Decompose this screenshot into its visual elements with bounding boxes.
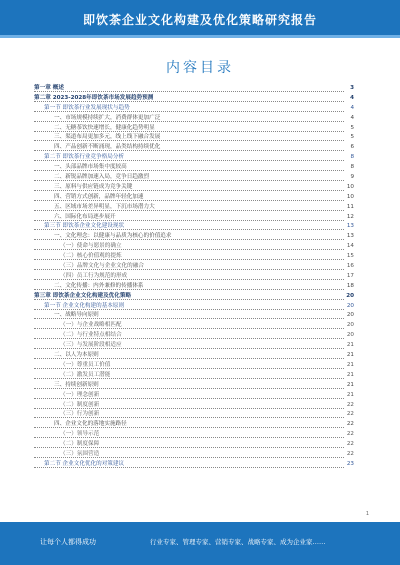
toc-entry-page: 23	[344, 460, 354, 470]
toc-entry-page: 5	[344, 133, 354, 143]
toc-entry[interactable]	[34, 420, 354, 430]
toc-entry[interactable]	[34, 213, 354, 223]
toc-entry-label: （一）领导示范	[60, 431, 100, 438]
dot-leader	[34, 269, 344, 270]
dot-leader	[34, 229, 344, 230]
toc-entry-page: 11	[344, 203, 354, 213]
dot-leader	[34, 140, 344, 141]
toc-entry-page: 3	[344, 84, 354, 94]
toc-entry-label: （四）员工行为规范的形成	[60, 272, 128, 279]
dot-leader	[34, 328, 344, 329]
dot-leader	[34, 447, 344, 448]
toc-entry[interactable]	[34, 153, 354, 163]
report-header	[0, 0, 400, 38]
header-stripe	[0, 35, 400, 38]
table-of-contents	[34, 84, 354, 470]
footer-slogan: 让每个人都得成功	[40, 538, 96, 546]
dot-leader	[34, 180, 344, 181]
dot-leader	[34, 101, 344, 102]
toc-entry-label: 第一节 即饮茶行业发展现状与趋势	[44, 104, 130, 111]
toc-entry[interactable]	[34, 84, 354, 94]
toc-entry[interactable]	[34, 173, 354, 183]
toc-entry[interactable]	[34, 262, 354, 272]
toc-entry-label: 二、无糖茶饮快速增长，健康化趋势明显	[54, 124, 155, 131]
toc-entry[interactable]	[34, 292, 354, 302]
dot-leader	[34, 338, 344, 339]
dot-leader	[34, 170, 344, 171]
dot-leader	[34, 457, 344, 458]
toc-entry[interactable]	[34, 460, 354, 470]
toc-title: 内容目录	[166, 60, 234, 76]
toc-entry-page: 20	[344, 311, 354, 321]
dot-leader	[34, 348, 344, 349]
toc-entry-label: （二）激发员工潜能	[60, 371, 111, 378]
toc-entry-label: 六、国际化布局逐步展开	[54, 213, 116, 220]
toc-entry[interactable]	[34, 252, 354, 262]
toc-entry-label: 第三节 即饮茶企业文化建设现状	[44, 223, 125, 230]
toc-entry-label: 一、头部品牌市场集中度较高	[54, 164, 127, 171]
toc-entry-label: 二、新锐品牌加速入局，竞争日趋激烈	[54, 174, 150, 181]
toc-entry-label: 四、企业文化的落地实施路径	[54, 421, 127, 428]
toc-entry-page: 20	[344, 331, 354, 341]
toc-entry[interactable]	[34, 94, 354, 104]
toc-entry[interactable]	[34, 143, 354, 153]
dot-leader	[34, 368, 344, 369]
toc-entry-page: 13	[344, 232, 354, 242]
toc-entry-page: 22	[344, 430, 354, 440]
toc-entry-label: （一）尊重员工价值	[60, 361, 111, 368]
toc-entry-label: 一、战略导向原则	[54, 312, 99, 319]
toc-entry-label: （二）制度创新	[60, 401, 100, 408]
toc-entry[interactable]	[34, 124, 354, 134]
toc-entry-page: 21	[344, 351, 354, 361]
toc-entry[interactable]	[34, 311, 354, 321]
toc-entry-page: 20	[344, 302, 354, 312]
toc-entry-label: （一）使命与愿景的确立	[60, 243, 122, 250]
dot-leader	[34, 358, 344, 359]
toc-entry-label: 第一节 企业文化构建的基本原则	[44, 302, 125, 309]
toc-entry-page: 8	[344, 163, 354, 173]
toc-entry-label: 二、以人为本原则	[54, 352, 99, 359]
toc-entry[interactable]	[34, 410, 354, 420]
toc-entry-label: （三）行为创新	[60, 411, 100, 418]
footer-tagline: 行业专家、管理专家、营销专家、战略专家、成为企业家……	[150, 538, 326, 546]
toc-entry-page: 14	[344, 242, 354, 252]
dot-leader	[34, 150, 344, 151]
toc-entry[interactable]	[34, 193, 354, 203]
toc-entry[interactable]	[34, 331, 354, 341]
toc-entry-label: 二、文化传播：内外兼修的传播体系	[54, 282, 144, 289]
toc-entry-label: 五、区域市场差异明显，下沉市场潜力大	[54, 203, 155, 210]
report-title: 即饮茶企业文化构建及优化策略研究报告	[82, 13, 317, 27]
toc-entry-label: 第二节 企业文化优化的对策建议	[44, 460, 125, 467]
toc-entry-label: 三、原料与供应链成为竞争关键	[54, 183, 133, 190]
toc-entry-page: 4	[344, 104, 354, 114]
dot-leader	[34, 318, 344, 319]
dot-leader	[34, 91, 344, 92]
dot-leader	[34, 239, 344, 240]
toc-entry-page: 20	[344, 292, 354, 302]
toc-entry-page: 6	[344, 143, 354, 153]
toc-entry[interactable]	[34, 242, 354, 252]
toc-entry-page: 22	[344, 410, 354, 420]
toc-entry-page: 22	[344, 440, 354, 450]
toc-entry-page: 21	[344, 341, 354, 351]
toc-entry-page: 10	[344, 183, 354, 193]
dot-leader	[34, 437, 344, 438]
toc-entry-label: 三、渠道布局更加多元，线上线下融合发展	[54, 134, 161, 141]
toc-entry-page: 21	[344, 371, 354, 381]
toc-entry[interactable]	[34, 104, 354, 114]
toc-entry[interactable]	[34, 163, 354, 173]
toc-entry[interactable]	[34, 351, 354, 361]
toc-entry-page: 13	[344, 222, 354, 232]
toc-entry-label: 第二章 2023-2028年即饮茶市场发展趋势预测	[34, 94, 154, 101]
toc-entry-label: （二）制度保障	[60, 441, 100, 448]
toc-entry[interactable]	[34, 440, 354, 450]
toc-entry-label: （一）理念创新	[60, 391, 100, 398]
toc-entry-page: 21	[344, 361, 354, 371]
toc-entry[interactable]	[34, 381, 354, 391]
toc-entry-label: （二）与行业特点相结合	[60, 332, 122, 339]
toc-entry[interactable]	[34, 222, 354, 232]
toc-entry[interactable]	[34, 133, 354, 143]
dot-leader	[34, 160, 344, 161]
toc-entry[interactable]	[34, 361, 354, 371]
toc-entry-label: 一、市场规模持续扩大，消费群体更加广泛	[54, 114, 161, 121]
dot-leader	[34, 259, 344, 260]
toc-entry-label: （二）核心价值观的提炼	[60, 253, 122, 260]
toc-entry-page: 16	[344, 262, 354, 272]
toc-entry[interactable]	[34, 183, 354, 193]
toc-entry[interactable]	[34, 272, 354, 282]
toc-entry[interactable]	[34, 450, 354, 460]
toc-entry-page: 5	[344, 124, 354, 134]
toc-entry-page: 21	[344, 391, 354, 401]
toc-entry[interactable]	[34, 401, 354, 411]
toc-entry[interactable]	[34, 341, 354, 351]
toc-entry-page: 9	[344, 173, 354, 183]
toc-entry-page: 22	[344, 450, 354, 460]
toc-entry-page: 22	[344, 401, 354, 411]
toc-entry-page: 20	[344, 321, 354, 331]
dot-leader	[34, 279, 344, 280]
toc-entry-label: （一）与企业战略相匹配	[60, 322, 122, 329]
toc-entry-label: 四、营销方式创新，品牌年轻化加速	[54, 193, 144, 200]
toc-entry-page: 21	[344, 381, 354, 391]
toc-entry[interactable]	[34, 391, 354, 401]
toc-entry-page: 10	[344, 193, 354, 203]
report-footer	[0, 522, 400, 565]
toc-entry[interactable]	[34, 114, 354, 124]
dot-leader	[34, 417, 344, 418]
toc-entry-page: 4	[344, 94, 354, 104]
page-number: 1	[365, 511, 369, 517]
toc-entry[interactable]	[34, 203, 354, 213]
toc-entry[interactable]	[34, 282, 354, 292]
toc-entry[interactable]	[34, 232, 354, 242]
toc-entry-page: 12	[344, 213, 354, 223]
toc-entry-label: 第二节 即饮茶行业竞争格局分析	[44, 154, 125, 161]
toc-entry-page: 15	[344, 252, 354, 262]
toc-entry-label: 三、持续创新原则	[54, 381, 99, 388]
toc-entry[interactable]	[34, 430, 354, 440]
toc-entry-page: 18	[344, 282, 354, 292]
toc-entry[interactable]	[34, 302, 354, 312]
toc-entry-label: （三）与发展阶段相适应	[60, 342, 122, 349]
toc-entry-page: 17	[344, 272, 354, 282]
dot-leader	[34, 427, 344, 428]
dot-leader	[34, 190, 344, 191]
toc-entry[interactable]	[34, 371, 354, 381]
toc-entry[interactable]	[34, 321, 354, 331]
toc-entry-label: 四、产品创新不断涌现，品类结构持续优化	[54, 144, 161, 151]
dot-leader	[34, 249, 344, 250]
toc-entry-label: （三）氛围营造	[60, 450, 100, 457]
toc-entry-label: 第一章 概述	[34, 85, 64, 91]
toc-entry-page: 4	[344, 114, 354, 124]
toc-entry-label: （三）品牌文化与企业文化的融合	[60, 263, 144, 270]
toc-entry-page: 22	[344, 420, 354, 430]
toc-entry-page: 8	[344, 153, 354, 163]
toc-entry-label: 一、文化理念：以健康与品质为核心的价值追求	[54, 233, 172, 240]
toc-entry-label: 第三章 即饮茶企业文化构建及优化策略	[34, 292, 132, 299]
